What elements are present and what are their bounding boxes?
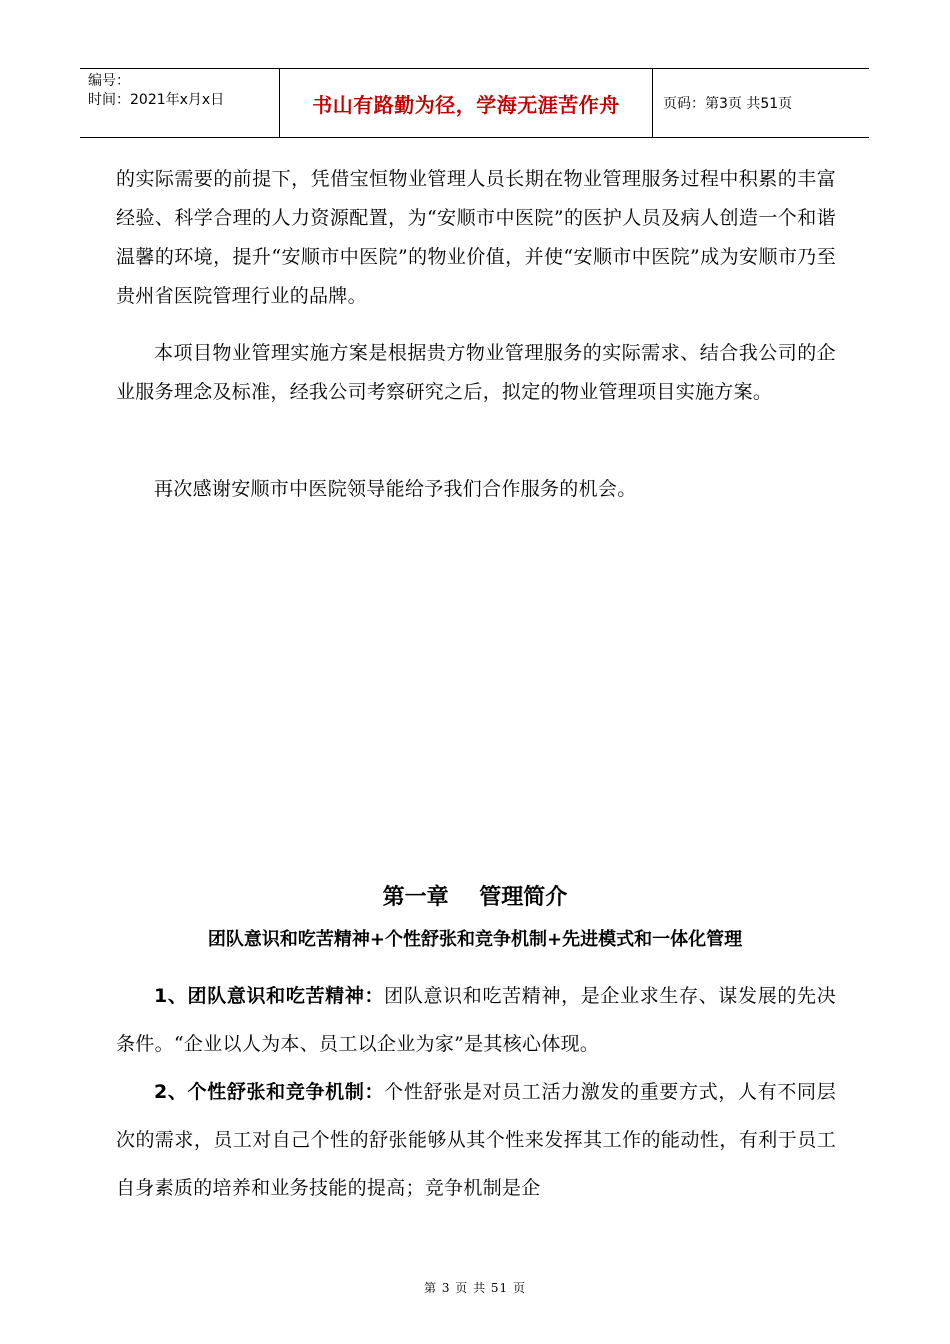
section-1-body [116,972,836,1068]
header-motto: 书山有路勤为径，学海无涯苦作舟 [280,69,653,137]
paragraph-3 [116,470,836,509]
section-1-heading: 1、团队意识和吃苦精神： [154,985,385,1007]
header-meta [80,69,280,137]
section-1-text: 团队意识和吃苦精神，是企业求生存、谋发展的先决条件。“企业以人为本、员工以企业为家”是其核心体现。 [116,985,836,1055]
section-1 [116,972,836,1068]
section-2-text: 个性舒张是对员工活力激发的重要方式，人有不同层次的需求，员工对自己个性的舒张能够从其个性来发挥其工作的能动性，有利于员工自身素质的培养和业务技能的提高；竞争机制是企 [116,1081,836,1199]
paragraph-2-text: 本项目物业管理实施方案是根据贵方物业管理服务的实际需求、结合我公司的企业服务理念及标准，经我公司考察研究之后，拟定的物业管理项目实施方案。 [116,342,836,403]
section-2 [116,1068,836,1212]
paragraph-3-text: 再次感谢安顺市中医院领导能给予我们合作服务的机会。 [154,478,637,500]
number-label: 编号： [88,73,130,89]
header-page-info: 页码：第3页 共51页 [663,96,793,112]
page-header [80,68,869,138]
paragraph-2 [116,334,836,412]
chapter-subtitle: 团队意识和吃苦精神+个性舒张和竞争机制+先进模式和一体化管理 [207,929,743,950]
section-2-body [116,1068,836,1212]
date-label: 时间：2021年x月x日 [88,92,225,108]
page-footer: 第 3 页 共 51 页 [424,1281,526,1295]
chapter-title: 第一章 管理简介 [382,885,568,910]
section-2-heading: 2、个性舒张和竞争机制： [154,1081,385,1103]
paragraph-1-text: 的实际需要的前提下，凭借宝恒物业管理人员长期在物业管理服务过程中积累的丰富经验、科学合理的人力资源配置，为“安顺市中医院”的医护人员及病人创造一个和谐温馨的环境，提升“安顺市中医院”的物业价值，并使“安顺市中医院”成为安顺市乃至贵州省医院管理行业的品牌。 [116,168,836,307]
paragraph-1 [116,160,836,316]
